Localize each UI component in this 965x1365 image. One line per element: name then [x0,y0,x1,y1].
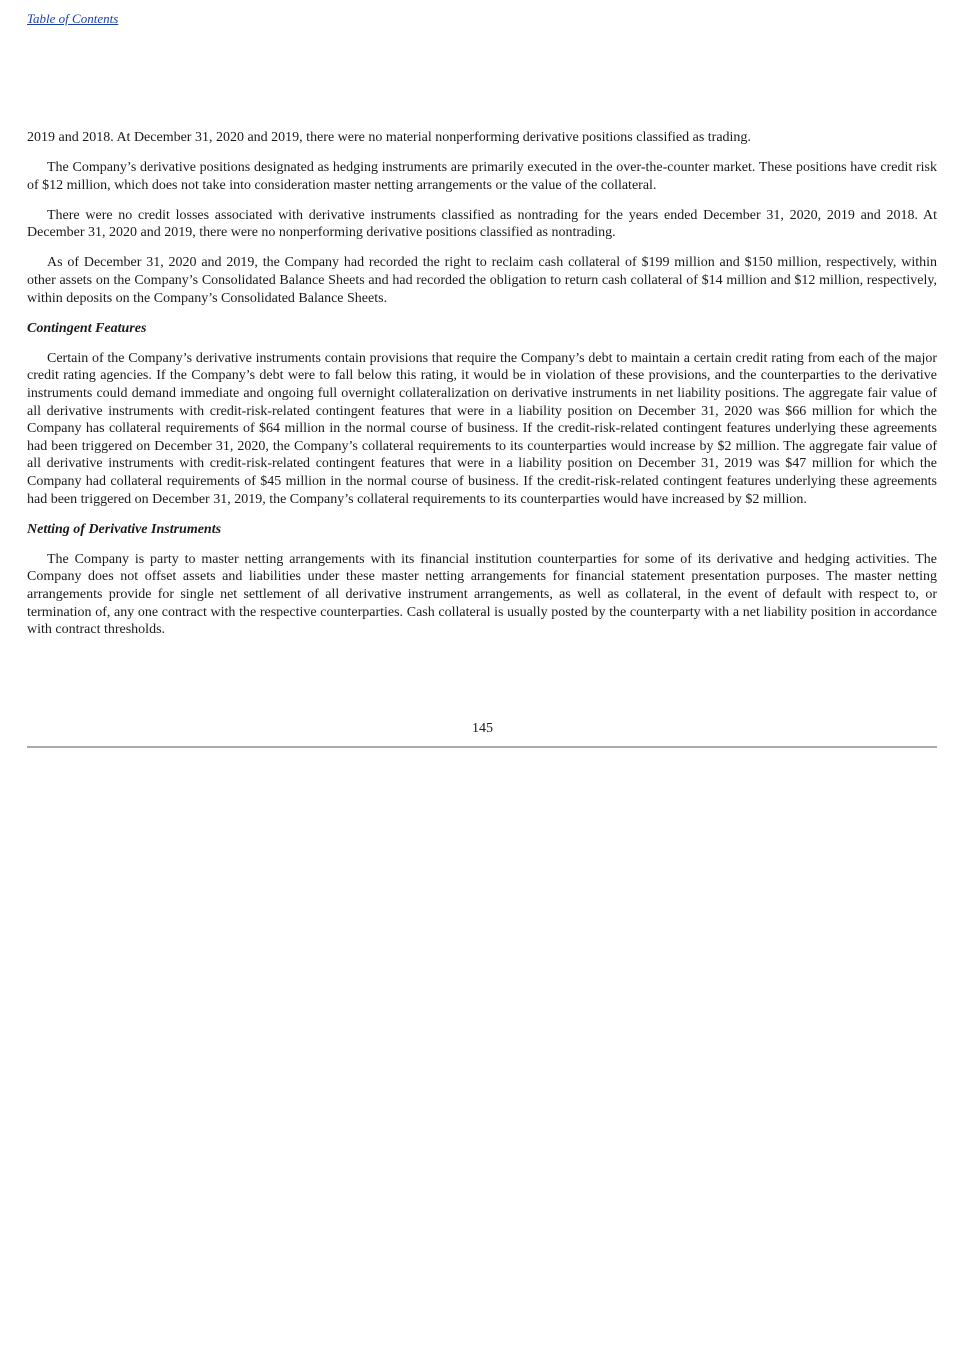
page-body [27,129,937,651]
paragraph-nontrading-credit-losses: There were no credit losses associated with derivative instruments classified as nontrading for the years ended December 31, 2020, 2019 and 2018. At December 31, 2020 and 2019, there were no nonperforming derivative positions classified as nontrading. [27,207,937,241]
paragraph-trading-nonperforming: 2019 and 2018. At December 31, 2020 and 2019, there were no material nonperforming derivative positions classified as trading. [27,130,751,145]
section-heading-netting: Netting of Derivative Instruments [27,521,222,537]
table-of-contents-link[interactable]: Table of Contents [27,11,119,26]
paragraph-contingent-features: Certain of the Company’s derivative instruments contain provisions that require the Company’s debt to maintain a certain credit rating from each of the major credit rating agencies. If the Company’s debt were to fall below this rating, it would be in violation of these provisions, and the counterparties to the derivative instruments could demand immediate and ongoing full overnight collateralization on derivative instruments in net liability positions. The aggregate fair value of all derivative instruments with credit-risk-related contingent features that were in a liability position on December 31, 2020 was $66 million for which the Company has collateral requirements of $64 million in the normal course of business. If the credit-risk-related contingent features underlying these agreements had been triggered on December 31, 2020, the Company’s collateral requirements to its counterparties would increase by $2 million. The aggregate fair value of all derivative instruments with credit-risk-related contingent features that were in a liability position on December 31, 2019 was $47 million for which the Company had collateral requirements of $45 million in the normal course of business. If the credit-risk-related contingent features underlying these agreements had been triggered on December 31, 2019, the Company’s collateral requirements to its counterparties would have increased by $2 million. [27,350,937,507]
page-number: 145 [472,721,493,736]
section-heading-contingent-features: Contingent Features [27,320,147,336]
paragraph-netting: The Company is party to master netting arrangements with its financial institution counterparties for some of its derivative and hedging activities. The Company does not offset assets and liabilities under these master netting arrangements for financial statement presentation purposes. The master netting arrangements provide for single net settlement of all derivative instrument arrangements, as well as collateral, in the event of default with respect to, or termination of, any one contract with the respective counterparties. Cash collateral is usually posted by the counterparty with a net liability position in accordance with contract thresholds. [27,551,937,638]
page-divider [27,746,937,748]
paragraph-hedging-credit-risk: The Company’s derivative positions designated as hedging instruments are primarily executed in the over-the-counter market. These positions have credit risk of $12 million, which does not take into consideration master netting arrangements or the value of the collateral. [27,160,937,193]
paragraph-cash-collateral: As of December 31, 2020 and 2019, the Company had recorded the right to reclaim cash collateral of $199 million and $150 million, respectively, within other assets on the Company’s Consolidated Balance Sheets and had recorded the obligation to return cash collateral of $14 million and $12 million, respectively, within deposits on the Company’s Consolidated Balance Sheets. [27,255,937,306]
